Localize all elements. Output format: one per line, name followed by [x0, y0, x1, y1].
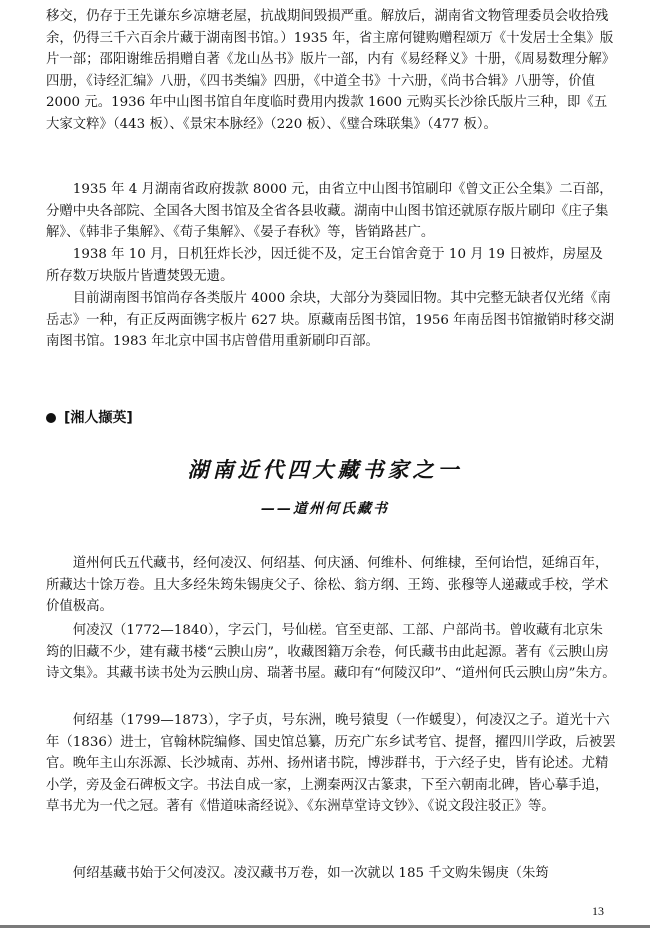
body-paragraph: 道州何氏五代藏书，经何凌汉、何绍基、何庆涵、何维朴、何维棣，至何诒恺，延绵百年，所藏达十馀万卷。且大多经朱筠朱锡庚父子、徐松、翁方纲、王筠、张穆等人递藏或手校，学术价值极高。 [46, 556, 609, 615]
page-number: 13 [592, 904, 604, 918]
bullet-icon [46, 413, 56, 423]
body-paragraph: 1935 年 4 月湖南省政府拨款 8000 元，由省立中山图书馆刷印《曾文正公全集》二百部，分赠中央各部院、全国各大图书馆及全省各县收藏。湖南中山图书馆还就原存版片刷印《庄子集解》、《韩非子集解》、《荀子集解》、《晏子春秋》等，皆销路甚广。 [46, 182, 613, 241]
article-subtitle: ——道州何氏藏书 [261, 501, 389, 517]
article-title: 湖南近代四大藏书家之一 [187, 458, 463, 482]
section-heading [46, 408, 133, 428]
body-paragraph: 移交，仍存于王先谦东乡凉塘老屋，抗战期间毁损严重。解放后，湖南省文物管理委员会收拾残余，仍得三千六百余片藏于湖南图书馆。）1935 年，省主席何键购赠程颂万《十发居士全集》版片一部；邵阳谢维岳捐赠自著《龙山丛书》版片一部，内有《易经释义》十册，《周易数理分解》四册，《诗经汇编》八册，《四书类编》四册，《中道全书》十六册，《尚书合辑》八册等，价值 2000 元。1936 年中山图书馆自年度临时费用内拨款 1600 元购买长沙徐氏版片三种，即《五大家文粹》（443 板）、《景宋本脉经》（220 板）、《璧合珠联集》（477 板）。 [46, 9, 616, 132]
footer-rule [0, 925, 650, 928]
body-paragraph: 何凌汉（1772—1840），字云门，号仙槎。官至吏部、工部、户部尚书。曾收藏有北京朱筠的旧藏不少，建有藏书楼“云腴山房”，收藏图籍万余卷，何氏藏书由此起源。著有《云腴山房诗文集》。其藏书读书处为云腴山房、瑞著书屋。藏印有“何陵汉印”、“道州何氏云腴山房”朱方。 [46, 623, 616, 682]
body-paragraph: 目前湖南图书馆尚存各类版片 4000 余块，大部分为葵园旧物。其中完整无缺者仅光绪《南岳志》一种，有正反两面镌字板片 627 块。原藏南岳图书馆，1956 年南岳图书馆撤销时移交湖南图书馆。1983 年北京中国书店曾借用重新刷印百部。 [46, 291, 614, 350]
body-paragraph: 何绍基（1799—1873），字子贞，号东洲，晚号猿叟（一作蝯叟），何凌汉之子。道光十六年（1836）进士，官翰林院编修、国史馆总纂，历充广东乡试考官、提督，擢四川学政，后被罢官。晚年主山东泺源、长沙城南、苏州、扬州诸书院，博涉群书，于六经子史，皆有论述。尤精小学，旁及金石碑板文字。书法自成一家，上溯秦两汉古篆隶，下至六朝南北碑，皆心摹手追，草书尤为一代之冠。著有《惜道味斋经说》、《东洲草堂诗文钞》、《说文段注驳正》等。 [46, 713, 616, 815]
body-paragraph: 何绍基藏书始于父何凌汉。凌汉藏书万卷，如一次就以 185 千文购朱锡庚（朱筠 [72, 866, 549, 881]
section-label: [湘人撷英] [64, 410, 133, 426]
body-paragraph: 1938 年 10 月，日机狂炸长沙，因迁徙不及，定王台馆舍竟于 10 月 19 日被炸，房屋及所存数万块版片皆遭焚毁无遗。 [46, 247, 603, 284]
